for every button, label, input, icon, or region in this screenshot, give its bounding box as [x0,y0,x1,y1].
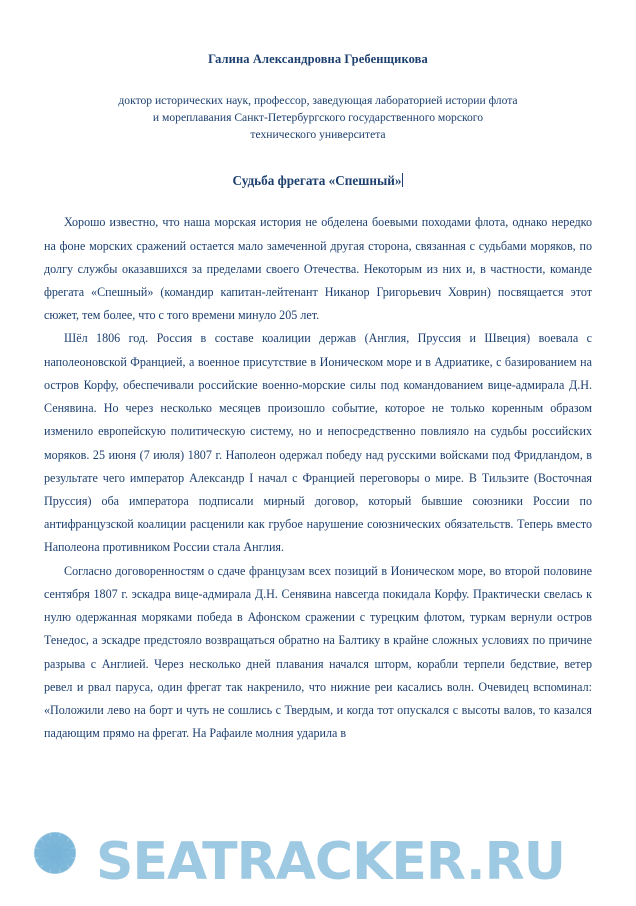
page-title [44,173,592,189]
author-affiliation [103,93,533,143]
affiliation-line-3: технического университета [250,127,386,141]
watermark-text: SEATRACKER.RU [96,832,565,892]
affiliation-line-1: доктор исторических наук, профессор, заведующая лабораторией истории флота [118,94,518,107]
paragraph-1: Хорошо известно, что наша морская история не обделена боевыми походами флота, однако нередко на фоне морских сражений остается мало замеченной другая сторона, связанная с судьбами моряков, по долгу службы оказавшихся за пределами своего Отечества. Некоторым из них и, в частности, команде фрегата «Спешный» (командир капитан-лейтенант Никанор Григорьевич Ховрин) посвящается этот сюжет, тем более, что с того времени минуло 205 лет. [44,215,592,323]
paragraph-2: Шёл 1806 год. Россия в составе коалиции держав (Англия, Пруссия и Швеция) воевала с наполеоновской Францией, а военное присутствие в Ионическом море и в Адриатике, с базированием на остров Корфу, обеспечивали российские военно-морские силы под командованием вице-адмирала Д.Н. Сенявина. Но через несколько месяцев произошло событие, которое не только коренным образом изменило европейскую политическую систему, но и непосредственно повлияло на судьбы российских моряков. 25 июня (7 июля) 1807 г. Наполеон одержал победу над русскими войсками под Фридландом, в результате чего император Александр I начал с Францией переговоры о мире. В Тильзите (Восточная Пруссия) оба императора подписали мирный договор, который бывшие союзники России по антифранцузской коалиции расценили как грубое нарушение союзнических обязательств. Теперь вместо Наполеона противником России стала Англия. [44,331,592,555]
text-cursor [402,173,403,187]
paragraph-3: Согласно договоренностям о сдаче французам всех позиций в Ионическом море, во второй половине сентября 1807 г. эскадра вице-адмирала Д.Н. Сенявина навсегда покидала Корфу. Практически свелась к нулю одержанная моряками победа в Афонском сражении с турецким флотом, туркам вернули остров Тенедос, а эскадре предстояло возвращаться обратно на Балтику в крайне сложных условиях по причине разрыва с Англией. Через несколько дней плавания начался шторм, корабли терпели бедствие, ветер ревел и рвал паруса, один фрегат так накренило, что нижние реи касались волн. Очевидец вспоминал: «Положили лево на борт и чуть не сошлись с Твердым, и когда тот опускался с высоты валов, то казался падающим прямо на фрегат. На Рафаиле молния ударила в [44,563,592,741]
author-name: Галина Александровна Гребенщикова [208,52,428,66]
page-title-text: Судьба фрегата «Спешный» [232,173,402,189]
affiliation-line-2: и мореплавания Санкт-Петербургского государственного морского [152,110,484,124]
